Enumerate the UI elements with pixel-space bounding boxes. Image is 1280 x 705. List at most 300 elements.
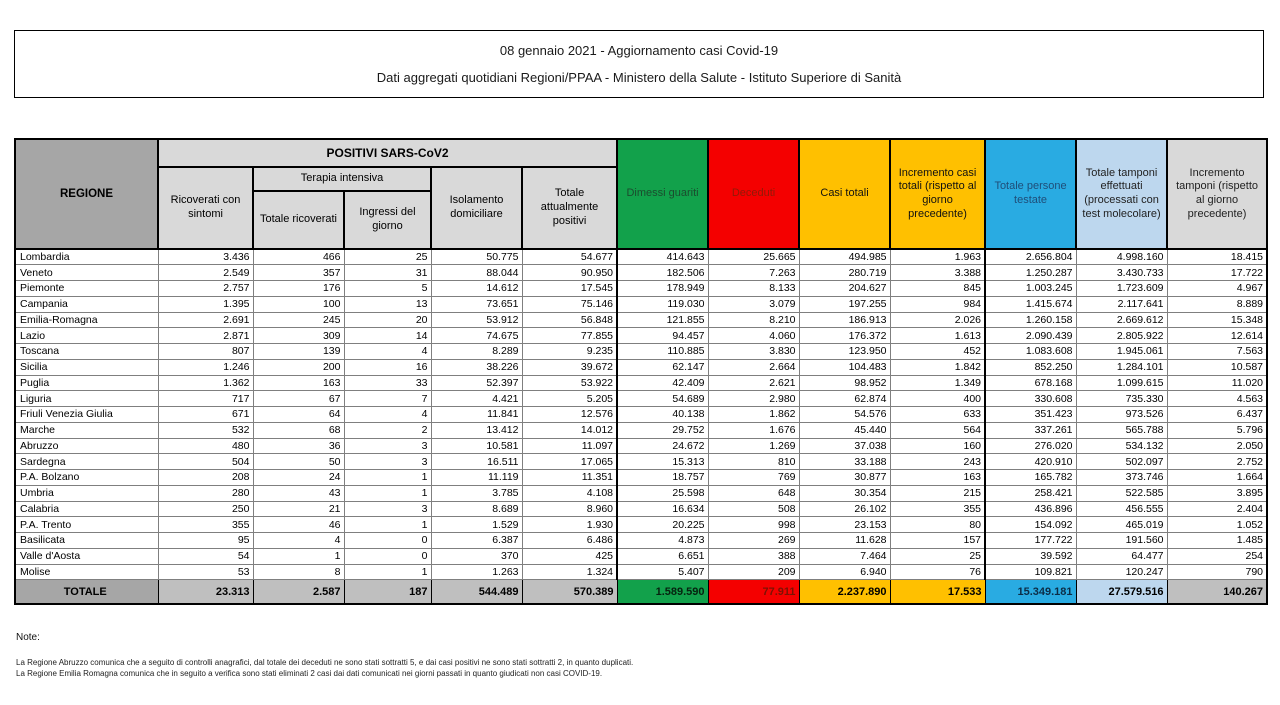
value-cell: 95 — [158, 533, 253, 549]
header-isolamento: Isolamento domiciliare — [431, 167, 522, 249]
value-cell: 17.533 — [890, 580, 985, 604]
value-cell: 280.719 — [799, 265, 890, 281]
value-cell: 54.576 — [799, 407, 890, 423]
value-cell: 414.643 — [617, 249, 708, 265]
value-cell: 33.188 — [799, 454, 890, 470]
table-row — [15, 454, 1267, 470]
value-cell: 2.871 — [158, 328, 253, 344]
value-cell: 2.026 — [890, 312, 985, 328]
value-cell: 14.612 — [431, 281, 522, 297]
value-cell: 532 — [158, 422, 253, 438]
value-cell: 4.421 — [431, 391, 522, 407]
value-cell: 8.889 — [1167, 296, 1267, 312]
value-cell: 4.873 — [617, 533, 708, 549]
value-cell: 16.511 — [431, 454, 522, 470]
value-cell: 178.949 — [617, 281, 708, 297]
value-cell: 24.672 — [617, 438, 708, 454]
value-cell: 807 — [158, 344, 253, 360]
value-cell: 1.083.608 — [985, 344, 1076, 360]
value-cell: 1.676 — [708, 422, 799, 438]
value-cell: 36 — [253, 438, 344, 454]
value-cell: 2.090.439 — [985, 328, 1076, 344]
value-cell: 6.387 — [431, 533, 522, 549]
region-name-cell: Puglia — [15, 375, 158, 391]
region-name-cell: Emilia-Romagna — [15, 312, 158, 328]
value-cell: 18.415 — [1167, 249, 1267, 265]
value-cell: 7 — [344, 391, 431, 407]
table-row — [15, 517, 1267, 533]
value-cell: 62.874 — [799, 391, 890, 407]
value-cell: 3 — [344, 438, 431, 454]
value-cell: 4 — [344, 407, 431, 423]
value-cell: 984 — [890, 296, 985, 312]
value-cell: 1.613 — [890, 328, 985, 344]
value-cell: 186.913 — [799, 312, 890, 328]
report-source-line: Dati aggregati quotidiani Regioni/PPAA - Ministero della Salute - Istituto Superiore di Sanità — [376, 70, 902, 85]
value-cell: 20.225 — [617, 517, 708, 533]
totale-row — [15, 580, 1267, 604]
region-name-cell: Abruzzo — [15, 438, 158, 454]
value-cell: 16.634 — [617, 501, 708, 517]
value-cell: 14 — [344, 328, 431, 344]
header-incremento-tamponi: Incremento tamponi (rispetto al giorno precedente) — [1167, 139, 1267, 249]
value-cell: 6.651 — [617, 548, 708, 564]
value-cell: 8 — [253, 564, 344, 580]
header-attualmente-positivi: Totale attualmente positivi — [522, 167, 617, 249]
value-cell: 73.651 — [431, 296, 522, 312]
value-cell: 465.019 — [1076, 517, 1167, 533]
table-row — [15, 359, 1267, 375]
covid-table-wrapper — [14, 138, 1268, 605]
value-cell: 157 — [890, 533, 985, 549]
value-cell: 1.415.674 — [985, 296, 1076, 312]
value-cell: 1.003.245 — [985, 281, 1076, 297]
value-cell: 12.576 — [522, 407, 617, 423]
value-cell: 2.050 — [1167, 438, 1267, 454]
value-cell: 80 — [890, 517, 985, 533]
value-cell: 2.404 — [1167, 501, 1267, 517]
value-cell: 208 — [158, 470, 253, 486]
value-cell: 735.330 — [1076, 391, 1167, 407]
value-cell: 42.409 — [617, 375, 708, 391]
value-cell: 64.477 — [1076, 548, 1167, 564]
value-cell: 11.628 — [799, 533, 890, 549]
value-cell: 2.587 — [253, 580, 344, 604]
value-cell: 54.689 — [617, 391, 708, 407]
header-ricoverati-sintomi: Ricoverati con sintomi — [158, 167, 253, 249]
value-cell: 2.549 — [158, 265, 253, 281]
value-cell: 504 — [158, 454, 253, 470]
value-cell: 4 — [253, 533, 344, 549]
value-cell: 1 — [344, 564, 431, 580]
report-title-box — [14, 30, 1264, 98]
value-cell: 30.877 — [799, 470, 890, 486]
value-cell: 1.099.615 — [1076, 375, 1167, 391]
value-cell: 436.896 — [985, 501, 1076, 517]
value-cell: 522.585 — [1076, 485, 1167, 501]
value-cell: 648 — [708, 485, 799, 501]
value-cell: 3 — [344, 501, 431, 517]
value-cell: 21 — [253, 501, 344, 517]
region-name-cell: Calabria — [15, 501, 158, 517]
value-cell: 25.598 — [617, 485, 708, 501]
value-cell: 4.563 — [1167, 391, 1267, 407]
value-cell: 140.267 — [1167, 580, 1267, 604]
value-cell: 120.247 — [1076, 564, 1167, 580]
value-cell: 570.389 — [522, 580, 617, 604]
value-cell: 309 — [253, 328, 344, 344]
region-name-cell: Veneto — [15, 265, 158, 281]
value-cell: 31 — [344, 265, 431, 281]
value-cell: 452 — [890, 344, 985, 360]
value-cell: 94.457 — [617, 328, 708, 344]
value-cell: 165.782 — [985, 470, 1076, 486]
value-cell: 494.985 — [799, 249, 890, 265]
value-cell: 90.950 — [522, 265, 617, 281]
value-cell: 25.665 — [708, 249, 799, 265]
value-cell: 400 — [890, 391, 985, 407]
value-cell: 13 — [344, 296, 431, 312]
value-cell: 17.722 — [1167, 265, 1267, 281]
value-cell: 15.349.181 — [985, 580, 1076, 604]
value-cell: 2 — [344, 422, 431, 438]
header-deceduti: Deceduti — [708, 139, 799, 249]
value-cell: 7.464 — [799, 548, 890, 564]
header-terapia-intensiva: Terapia intensiva — [253, 167, 431, 191]
value-cell: 357 — [253, 265, 344, 281]
value-cell: 11.097 — [522, 438, 617, 454]
value-cell: 3.895 — [1167, 485, 1267, 501]
value-cell: 276.020 — [985, 438, 1076, 454]
value-cell: 355 — [158, 517, 253, 533]
value-cell: 4.967 — [1167, 281, 1267, 297]
value-cell: 269 — [708, 533, 799, 549]
value-cell: 1.263 — [431, 564, 522, 580]
value-cell: 53 — [158, 564, 253, 580]
value-cell: 1.842 — [890, 359, 985, 375]
value-cell: 40.138 — [617, 407, 708, 423]
value-cell: 2.237.890 — [799, 580, 890, 604]
value-cell: 182.506 — [617, 265, 708, 281]
value-cell: 1.529 — [431, 517, 522, 533]
header-dimessi-guariti: Dimessi guariti — [617, 139, 708, 249]
value-cell: 1 — [344, 485, 431, 501]
region-name-cell: Umbria — [15, 485, 158, 501]
region-name-cell: Friuli Venezia Giulia — [15, 407, 158, 423]
value-cell: 3.430.733 — [1076, 265, 1167, 281]
value-cell: 1.324 — [522, 564, 617, 580]
value-cell: 8.289 — [431, 344, 522, 360]
value-cell: 1.246 — [158, 359, 253, 375]
value-cell: 245 — [253, 312, 344, 328]
value-cell: 973.526 — [1076, 407, 1167, 423]
value-cell: 351.423 — [985, 407, 1076, 423]
table-row — [15, 422, 1267, 438]
value-cell: 197.255 — [799, 296, 890, 312]
value-cell: 8.210 — [708, 312, 799, 328]
value-cell: 456.555 — [1076, 501, 1167, 517]
value-cell: 25 — [890, 548, 985, 564]
value-cell: 123.950 — [799, 344, 890, 360]
region-name-cell: Marche — [15, 422, 158, 438]
value-cell: 2.691 — [158, 312, 253, 328]
region-name-cell: P.A. Bolzano — [15, 470, 158, 486]
header-persone-testate: Totale persone testate — [985, 139, 1076, 249]
value-cell: 8.960 — [522, 501, 617, 517]
value-cell: 39.672 — [522, 359, 617, 375]
covid-data-table — [14, 138, 1268, 605]
value-cell: 45.440 — [799, 422, 890, 438]
value-cell: 154.092 — [985, 517, 1076, 533]
value-cell: 11.020 — [1167, 375, 1267, 391]
value-cell: 74.675 — [431, 328, 522, 344]
value-cell: 11.841 — [431, 407, 522, 423]
region-name-cell: Lazio — [15, 328, 158, 344]
table-body — [15, 249, 1267, 604]
value-cell: 3.436 — [158, 249, 253, 265]
value-cell: 5.407 — [617, 564, 708, 580]
value-cell: 209 — [708, 564, 799, 580]
value-cell: 671 — [158, 407, 253, 423]
value-cell: 388 — [708, 548, 799, 564]
value-cell: 121.855 — [617, 312, 708, 328]
value-cell: 1.362 — [158, 375, 253, 391]
value-cell: 717 — [158, 391, 253, 407]
value-cell: 2.757 — [158, 281, 253, 297]
value-cell: 4.108 — [522, 485, 617, 501]
value-cell: 176 — [253, 281, 344, 297]
value-cell: 4.998.160 — [1076, 249, 1167, 265]
value-cell: 370 — [431, 548, 522, 564]
value-cell: 2.752 — [1167, 454, 1267, 470]
table-row — [15, 375, 1267, 391]
value-cell: 2.805.922 — [1076, 328, 1167, 344]
report-date-line: 08 gennaio 2021 - Aggiornamento casi Covid-19 — [499, 43, 779, 58]
value-cell: 3 — [344, 454, 431, 470]
totale-label-cell: TOTALE — [15, 580, 158, 604]
value-cell: 77.855 — [522, 328, 617, 344]
value-cell: 163 — [253, 375, 344, 391]
value-cell: 24 — [253, 470, 344, 486]
value-cell: 845 — [890, 281, 985, 297]
value-cell: 163 — [890, 470, 985, 486]
value-cell: 355 — [890, 501, 985, 517]
value-cell: 678.168 — [985, 375, 1076, 391]
value-cell: 64 — [253, 407, 344, 423]
table-row — [15, 249, 1267, 265]
value-cell: 38.226 — [431, 359, 522, 375]
value-cell: 9.235 — [522, 344, 617, 360]
value-cell: 2.656.804 — [985, 249, 1076, 265]
value-cell: 6.486 — [522, 533, 617, 549]
table-row — [15, 281, 1267, 297]
value-cell: 1.349 — [890, 375, 985, 391]
value-cell: 280 — [158, 485, 253, 501]
table-row — [15, 407, 1267, 423]
value-cell: 109.821 — [985, 564, 1076, 580]
value-cell: 3.388 — [890, 265, 985, 281]
table-row — [15, 470, 1267, 486]
value-cell: 1 — [253, 548, 344, 564]
value-cell: 100 — [253, 296, 344, 312]
value-cell: 119.030 — [617, 296, 708, 312]
table-row — [15, 533, 1267, 549]
value-cell: 54 — [158, 548, 253, 564]
table-row — [15, 296, 1267, 312]
value-cell: 330.608 — [985, 391, 1076, 407]
value-cell: 1.930 — [522, 517, 617, 533]
value-cell: 5.205 — [522, 391, 617, 407]
header-incremento-casi: Incremento casi totali (rispetto al giorno precedente) — [890, 139, 985, 249]
value-cell: 20 — [344, 312, 431, 328]
region-name-cell: Lombardia — [15, 249, 158, 265]
value-cell: 2.621 — [708, 375, 799, 391]
value-cell: 39.592 — [985, 548, 1076, 564]
value-cell: 2.669.612 — [1076, 312, 1167, 328]
value-cell: 62.147 — [617, 359, 708, 375]
value-cell: 50 — [253, 454, 344, 470]
value-cell: 790 — [1167, 564, 1267, 580]
region-name-cell: Molise — [15, 564, 158, 580]
value-cell: 2.117.641 — [1076, 296, 1167, 312]
value-cell: 1.395 — [158, 296, 253, 312]
value-cell: 508 — [708, 501, 799, 517]
value-cell: 54.677 — [522, 249, 617, 265]
value-cell: 30.354 — [799, 485, 890, 501]
value-cell: 191.560 — [1076, 533, 1167, 549]
value-cell: 544.489 — [431, 580, 522, 604]
table-row — [15, 328, 1267, 344]
value-cell: 26.102 — [799, 501, 890, 517]
region-name-cell: Sicilia — [15, 359, 158, 375]
value-cell: 534.132 — [1076, 438, 1167, 454]
value-cell: 17.545 — [522, 281, 617, 297]
value-cell: 502.097 — [1076, 454, 1167, 470]
region-name-cell: Piemonte — [15, 281, 158, 297]
value-cell: 17.065 — [522, 454, 617, 470]
value-cell: 37.038 — [799, 438, 890, 454]
header-casi-totali: Casi totali — [799, 139, 890, 249]
value-cell: 6.940 — [799, 564, 890, 580]
value-cell: 43 — [253, 485, 344, 501]
table-row — [15, 344, 1267, 360]
value-cell: 15.348 — [1167, 312, 1267, 328]
value-cell: 1.589.590 — [617, 580, 708, 604]
value-cell: 5.796 — [1167, 422, 1267, 438]
table-row — [15, 438, 1267, 454]
value-cell: 633 — [890, 407, 985, 423]
region-name-cell: Campania — [15, 296, 158, 312]
value-cell: 1.260.158 — [985, 312, 1076, 328]
value-cell: 176.372 — [799, 328, 890, 344]
value-cell: 998 — [708, 517, 799, 533]
notes-title: Note: — [16, 632, 40, 643]
value-cell: 50.775 — [431, 249, 522, 265]
value-cell: 480 — [158, 438, 253, 454]
value-cell: 1 — [344, 517, 431, 533]
value-cell: 564 — [890, 422, 985, 438]
value-cell: 810 — [708, 454, 799, 470]
value-cell: 852.250 — [985, 359, 1076, 375]
value-cell: 565.788 — [1076, 422, 1167, 438]
region-name-cell: Valle d'Aosta — [15, 548, 158, 564]
value-cell: 15.313 — [617, 454, 708, 470]
value-cell: 56.848 — [522, 312, 617, 328]
value-cell: 258.421 — [985, 485, 1076, 501]
region-name-cell: Liguria — [15, 391, 158, 407]
value-cell: 98.952 — [799, 375, 890, 391]
header-positivi-group: POSITIVI SARS-CoV2 — [158, 139, 617, 167]
value-cell: 5 — [344, 281, 431, 297]
note-abruzzo: La Regione Abruzzo comunica che a seguito di controlli anagrafici, dal totale dei deceduti ne sono stati sottratti 5, e dai casi positivi ne sono stati sottratti 2, in quanto duplicati. — [16, 658, 634, 667]
value-cell: 23.153 — [799, 517, 890, 533]
region-name-cell: Basilicata — [15, 533, 158, 549]
value-cell: 3.079 — [708, 296, 799, 312]
value-cell: 420.910 — [985, 454, 1076, 470]
value-cell: 0 — [344, 548, 431, 564]
value-cell: 250 — [158, 501, 253, 517]
value-cell: 160 — [890, 438, 985, 454]
table-row — [15, 564, 1267, 580]
value-cell: 200 — [253, 359, 344, 375]
value-cell: 88.044 — [431, 265, 522, 281]
header-ingressi-giorno: Ingressi del giorno — [344, 191, 431, 249]
table-row — [15, 485, 1267, 501]
table-row — [15, 391, 1267, 407]
value-cell: 53.912 — [431, 312, 522, 328]
value-cell: 1 — [344, 470, 431, 486]
table-row — [15, 312, 1267, 328]
value-cell: 29.752 — [617, 422, 708, 438]
value-cell: 337.261 — [985, 422, 1076, 438]
region-name-cell: P.A. Trento — [15, 517, 158, 533]
value-cell: 187 — [344, 580, 431, 604]
value-cell: 13.412 — [431, 422, 522, 438]
value-cell: 53.922 — [522, 375, 617, 391]
value-cell: 139 — [253, 344, 344, 360]
value-cell: 2.980 — [708, 391, 799, 407]
value-cell: 104.483 — [799, 359, 890, 375]
value-cell: 27.579.516 — [1076, 580, 1167, 604]
value-cell: 2.664 — [708, 359, 799, 375]
value-cell: 1.284.101 — [1076, 359, 1167, 375]
note-emilia-romagna: La Regione Emilia Romagna comunica che in seguito a verifica sono stati eliminati 2 casi dai dati comunicati nei giorni passati in quanto giudicati non casi COVID-19. — [16, 669, 603, 678]
value-cell: 373.746 — [1076, 470, 1167, 486]
value-cell: 204.627 — [799, 281, 890, 297]
value-cell: 1.723.609 — [1076, 281, 1167, 297]
value-cell: 10.587 — [1167, 359, 1267, 375]
value-cell: 77.911 — [708, 580, 799, 604]
value-cell: 4.060 — [708, 328, 799, 344]
value-cell: 0 — [344, 533, 431, 549]
header-totale-ricoverati: Totale ricoverati — [253, 191, 344, 249]
table-row — [15, 548, 1267, 564]
value-cell: 10.581 — [431, 438, 522, 454]
value-cell: 7.563 — [1167, 344, 1267, 360]
value-cell: 425 — [522, 548, 617, 564]
value-cell: 33 — [344, 375, 431, 391]
value-cell: 11.119 — [431, 470, 522, 486]
value-cell: 1.664 — [1167, 470, 1267, 486]
value-cell: 243 — [890, 454, 985, 470]
value-cell: 466 — [253, 249, 344, 265]
value-cell: 6.437 — [1167, 407, 1267, 423]
value-cell: 177.722 — [985, 533, 1076, 549]
value-cell: 75.146 — [522, 296, 617, 312]
value-cell: 4 — [344, 344, 431, 360]
table-row — [15, 265, 1267, 281]
header-regione: REGIONE — [15, 139, 158, 249]
